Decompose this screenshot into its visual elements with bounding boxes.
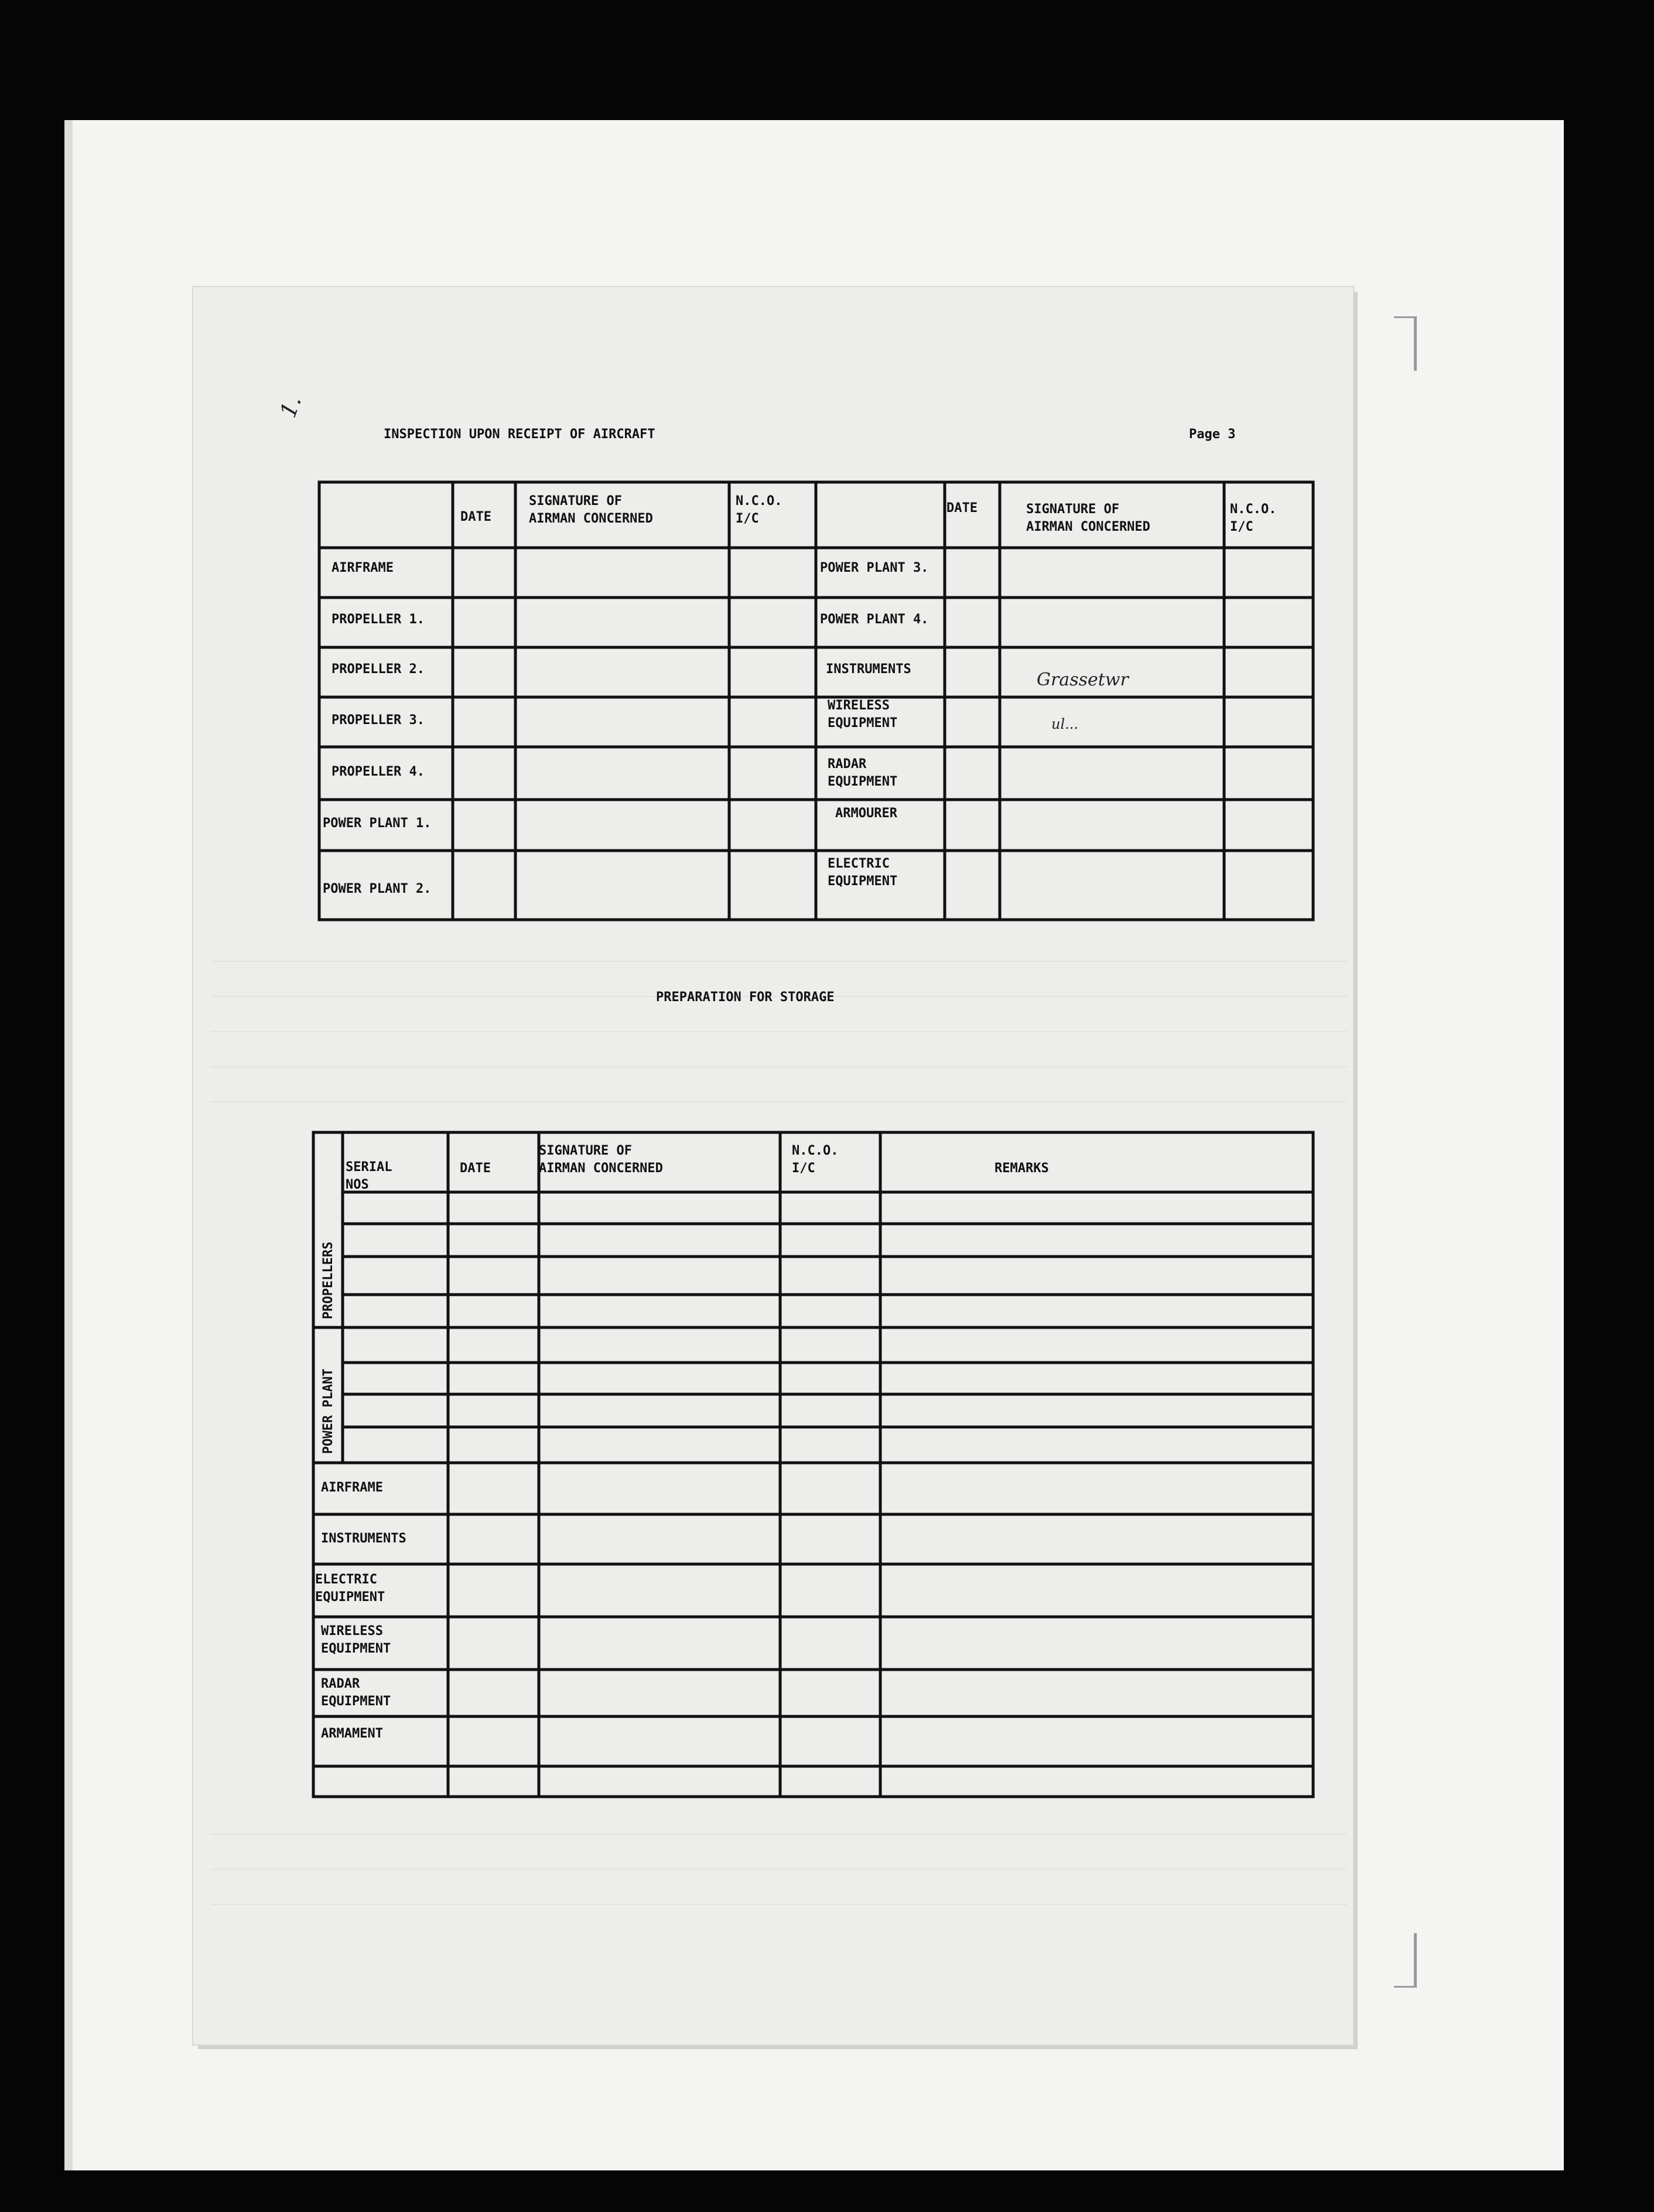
storage-row-armament: ARMAMENT <box>321 1726 383 1741</box>
margin-mark: 1. <box>275 392 307 421</box>
header-date: DATE <box>460 510 491 524</box>
header-nco: N.C.O. I/C <box>736 494 782 526</box>
row-label-electric-equipment: ELECTRIC EQUIPMENT <box>828 856 898 889</box>
handwritten-signature: Grassetwr <box>1037 670 1129 690</box>
row-label-propeller-1: PROPELLER 1. <box>332 612 425 627</box>
header-storage-nco: N.C.O. I/C <box>792 1143 839 1176</box>
section-title: PREPARATION FOR STORAGE <box>656 990 835 1005</box>
header-date-right: DATE <box>946 501 978 516</box>
row-label-wireless-equipment: WIRELESS EQUIPMENT <box>828 698 898 730</box>
header-remarks: REMARKS <box>995 1161 1049 1176</box>
storage-row-airframe: AIRFRAME <box>321 1480 383 1495</box>
storage-row-wireless-equipment: WIRELESS EQUIPMENT <box>321 1624 391 1656</box>
header-storage-date: DATE <box>460 1161 491 1176</box>
row-label-airframe: AIRFRAME <box>332 561 394 575</box>
row-label-radar-equipment: RADAR EQUIPMENT <box>828 757 898 789</box>
row-label-power-plant-2: POWER PLANT 2. <box>323 882 432 896</box>
header-serial-nos: SERIAL NOS <box>346 1160 392 1192</box>
header-signature: SIGNATURE OF AIRMAN CONCERNED <box>529 494 653 526</box>
page-number: Page 3 <box>1189 427 1236 442</box>
storage-row-instruments: INSTRUMENTS <box>321 1531 406 1546</box>
group-label-propellers: PROPELLERS <box>321 1241 336 1319</box>
row-label-propeller-4: PROPELLER 4. <box>332 764 425 779</box>
group-label-power-plant: POWER PLANT <box>321 1368 336 1454</box>
row-label-propeller-2: PROPELLER 2. <box>332 662 425 677</box>
header-storage-signature: SIGNATURE OF AIRMAN CONCERNED <box>539 1143 663 1176</box>
header-signature-right: SIGNATURE OF AIRMAN CONCERNED <box>1026 502 1150 534</box>
row-label-power-plant-3: POWER PLANT 3. <box>820 561 929 575</box>
handwritten-mark: ul... <box>1051 716 1079 732</box>
row-label-armourer: ARMOURER <box>835 806 897 821</box>
row-label-power-plant-4: POWER PLANT 4. <box>820 612 929 627</box>
page-title: INSPECTION UPON RECEIPT OF AIRCRAFT <box>384 427 655 442</box>
header-nco-right: N.C.O. I/C <box>1230 502 1277 534</box>
row-label-instruments: INSTRUMENTS <box>826 662 911 677</box>
row-label-power-plant-1: POWER PLANT 1. <box>323 816 432 831</box>
storage-row-radar-equipment: RADAR EQUIPMENT <box>321 1677 391 1709</box>
storage-row-electric-equipment: ELECTRIC EQUIPMENT <box>315 1572 385 1605</box>
row-label-propeller-3: PROPELLER 3. <box>332 713 425 728</box>
